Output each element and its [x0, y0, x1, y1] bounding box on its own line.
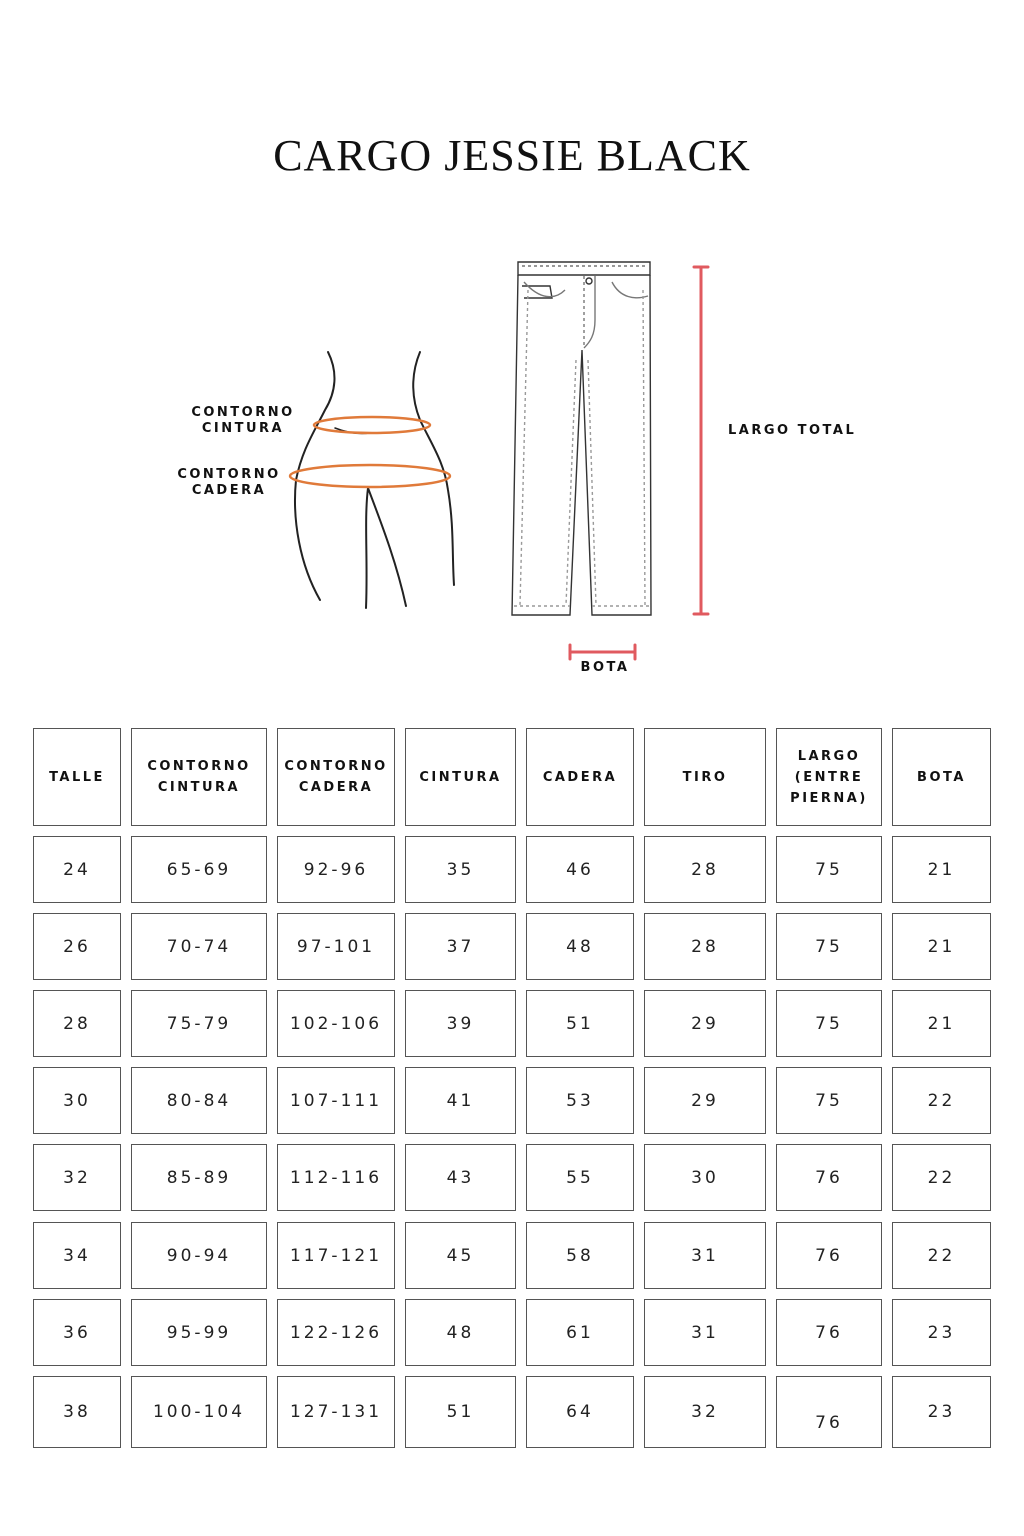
- cell-largo: 75: [776, 990, 882, 1057]
- cell-cintura: 37: [405, 913, 516, 980]
- cell-contorno-cadera: 117-121: [277, 1222, 395, 1289]
- cell-cintura: 35: [405, 836, 516, 903]
- cell-tiro: 28: [644, 913, 766, 980]
- cell-cadera: 46: [526, 836, 634, 903]
- cell-talle: 34: [33, 1222, 121, 1289]
- page-title: CARGO JESSIE BLACK: [273, 131, 751, 180]
- cell-largo: 76: [776, 1144, 882, 1211]
- cell-contorno-cintura: 70-74: [131, 913, 267, 980]
- cell-contorno-cadera: 102-106: [277, 990, 395, 1057]
- cell-cadera: 64: [526, 1376, 634, 1448]
- cell-bota: 22: [892, 1222, 991, 1289]
- label-contorno-cadera: CONTORNO CADERA: [177, 467, 281, 498]
- header-contorno-cadera: CONTORNO CADERA: [277, 728, 395, 826]
- cell-cadera: 58: [526, 1222, 634, 1289]
- cell-cintura: 45: [405, 1222, 516, 1289]
- cell-talle: 24: [33, 836, 121, 903]
- cell-cintura: 51: [405, 1376, 516, 1448]
- cell-tiro: 31: [644, 1299, 766, 1366]
- cell-contorno-cintura: 85-89: [131, 1144, 267, 1211]
- header-contorno-cintura: CONTORNO CINTURA: [131, 728, 267, 826]
- cell-contorno-cintura: 80-84: [131, 1067, 267, 1134]
- cell-cadera: 51: [526, 990, 634, 1057]
- cell-contorno-cadera: 127-131: [277, 1376, 395, 1448]
- cell-cadera: 53: [526, 1067, 634, 1134]
- largo-total-bar: [694, 267, 708, 614]
- body-measure-rings: [290, 417, 450, 487]
- cell-bota: 21: [892, 913, 991, 980]
- cell-largo: 76: [776, 1376, 882, 1448]
- bota-bar: [570, 645, 635, 659]
- cell-largo: 75: [776, 836, 882, 903]
- cell-largo: 76: [776, 1222, 882, 1289]
- cell-bota: 23: [892, 1299, 991, 1366]
- cell-contorno-cadera: 112-116: [277, 1144, 395, 1211]
- cell-tiro: 28: [644, 836, 766, 903]
- cell-talle: 32: [33, 1144, 121, 1211]
- cell-tiro: 32: [644, 1376, 766, 1448]
- cell-cintura: 48: [405, 1299, 516, 1366]
- cell-talle: 28: [33, 990, 121, 1057]
- body-silhouette: [295, 352, 454, 608]
- cell-cintura: 39: [405, 990, 516, 1057]
- cell-tiro: 30: [644, 1144, 766, 1211]
- header-talle: TALLE: [33, 728, 121, 826]
- label-contorno-cintura: CONTORNO CINTURA: [191, 405, 295, 436]
- header-largo: LARGO (ENTRE PIERNA): [776, 728, 882, 826]
- cell-contorno-cintura: 90-94: [131, 1222, 267, 1289]
- cell-contorno-cadera: 122-126: [277, 1299, 395, 1366]
- cell-contorno-cintura: 100-104: [131, 1376, 267, 1448]
- cell-cintura: 41: [405, 1067, 516, 1134]
- cell-contorno-cadera: 107-111: [277, 1067, 395, 1134]
- jeans-drawing: [512, 262, 651, 615]
- header-cintura: CINTURA: [405, 728, 516, 826]
- header-cadera: CADERA: [526, 728, 634, 826]
- cell-contorno-cadera: 97-101: [277, 913, 395, 980]
- cell-talle: 30: [33, 1067, 121, 1134]
- cell-largo: 75: [776, 913, 882, 980]
- cell-talle: 38: [33, 1376, 121, 1448]
- cell-cadera: 55: [526, 1144, 634, 1211]
- cell-talle: 36: [33, 1299, 121, 1366]
- cell-bota: 21: [892, 990, 991, 1057]
- cell-contorno-cadera: 92-96: [277, 836, 395, 903]
- cell-contorno-cintura: 95-99: [131, 1299, 267, 1366]
- label-bota: BOTA: [580, 660, 630, 675]
- cell-tiro: 29: [644, 990, 766, 1057]
- cell-tiro: 29: [644, 1067, 766, 1134]
- cell-cadera: 61: [526, 1299, 634, 1366]
- header-tiro: TIRO: [644, 728, 766, 826]
- cell-largo: 75: [776, 1067, 882, 1134]
- cell-cintura: 43: [405, 1144, 516, 1211]
- cell-contorno-cintura: 75-79: [131, 990, 267, 1057]
- cell-contorno-cintura: 65-69: [131, 836, 267, 903]
- cell-bota: 22: [892, 1144, 991, 1211]
- label-largo-total: LARGO TOTAL: [728, 423, 857, 438]
- cell-bota: 21: [892, 836, 991, 903]
- cell-largo: 76: [776, 1299, 882, 1366]
- header-bota: BOTA: [892, 728, 991, 826]
- cell-tiro: 31: [644, 1222, 766, 1289]
- cell-bota: 22: [892, 1067, 991, 1134]
- measurement-illustration: [0, 240, 1024, 700]
- cell-talle: 26: [33, 913, 121, 980]
- cell-bota: 23: [892, 1376, 991, 1448]
- cell-cadera: 48: [526, 913, 634, 980]
